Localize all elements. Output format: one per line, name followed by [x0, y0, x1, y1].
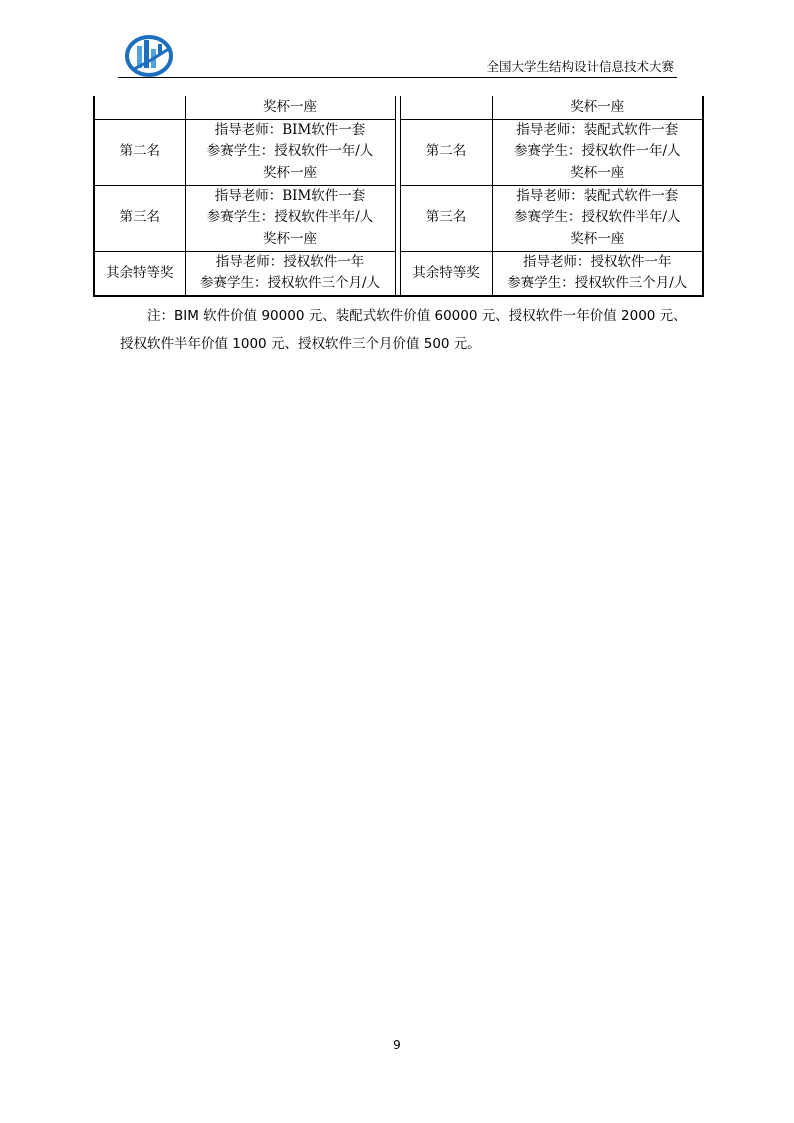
- prize-line: 参赛学生：授权软件半年/人: [513, 209, 681, 226]
- table-row: [94, 185, 703, 251]
- table-row: [94, 251, 703, 296]
- prize-line: 指导老师：装配式软件一套: [516, 121, 679, 138]
- prize-line: 指导老师：BIM软件一套: [214, 121, 366, 138]
- table-row: [94, 119, 703, 185]
- competition-logo-icon: [124, 32, 174, 78]
- prize-line: 参赛学生：授权软件三个月/人: [199, 275, 381, 292]
- rank-cell: 其余特等奖: [400, 251, 492, 296]
- prize-line: 奖杯一座: [263, 230, 317, 247]
- prize-cell: [185, 185, 395, 251]
- prize-line: 指导老师：授权软件一年: [523, 253, 672, 270]
- rank-cell: 第三名: [94, 185, 185, 251]
- prize-line: 奖杯一座: [570, 230, 625, 247]
- rank-cell: 其余特等奖: [94, 251, 185, 296]
- rank-cell: [400, 96, 492, 119]
- prize-line: 奖杯一座: [570, 98, 625, 115]
- rank-cell: 第二名: [94, 119, 185, 185]
- rank-cell: [94, 96, 185, 119]
- header-title: 全国大学生结构设计信息技术大赛: [486, 59, 674, 74]
- prize-line: 奖杯一座: [570, 164, 625, 181]
- note-line-2: 授权软件半年价值 1000 元、授权软件三个月价值 500 元。: [120, 336, 481, 352]
- table-row: [94, 96, 703, 119]
- prize-line: 指导老师：授权软件一年: [215, 253, 365, 270]
- header-divider: [118, 77, 677, 78]
- prize-line: 参赛学生：授权软件一年/人: [513, 143, 681, 160]
- prize-cell: [492, 96, 703, 119]
- prize-cell: [492, 251, 703, 296]
- prize-line: 奖杯一座: [263, 164, 317, 181]
- page-number: 9: [393, 1038, 401, 1052]
- prize-cell: [185, 251, 395, 296]
- rank-cell: 第二名: [400, 119, 492, 185]
- rank-cell: 第三名: [400, 185, 492, 251]
- awards-table: [93, 96, 704, 297]
- prize-cell: [185, 96, 395, 119]
- prize-cell: [492, 185, 703, 251]
- prize-line: 参赛学生：授权软件三个月/人: [507, 275, 688, 292]
- prize-cell: [185, 119, 395, 185]
- prize-cell: [492, 119, 703, 185]
- prize-line: 参赛学生：授权软件半年/人: [206, 209, 374, 226]
- prize-line: 奖杯一座: [263, 98, 317, 115]
- prize-line: 参赛学生：授权软件一年/人: [206, 143, 374, 160]
- note-line-1: 注：BIM 软件价值 90000 元、装配式软件价值 60000 元、授权软件一年价值 2000 元、: [147, 308, 687, 324]
- prize-line: 指导老师：装配式软件一套: [516, 187, 679, 204]
- prize-line: 指导老师：BIM软件一套: [214, 187, 366, 204]
